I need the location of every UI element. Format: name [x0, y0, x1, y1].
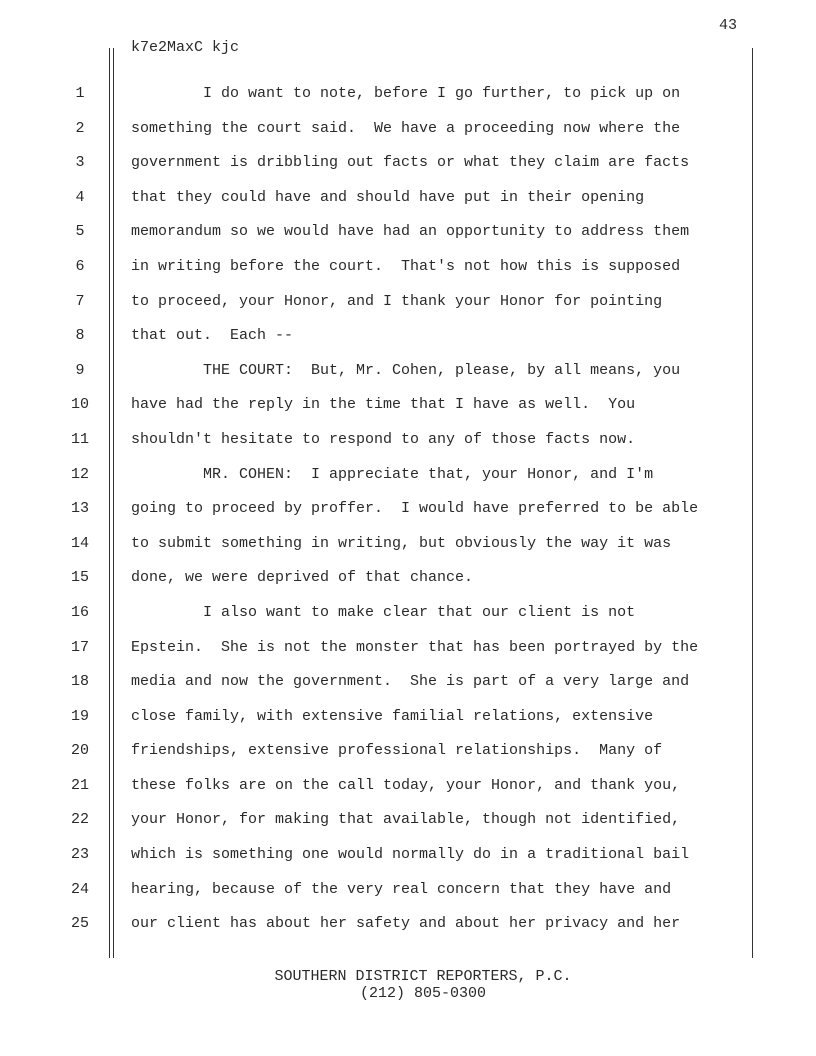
line-number: 7 [75, 292, 85, 310]
line-number: 1 [75, 85, 85, 102]
line-number: 16 [70, 603, 89, 621]
line-number: 23 [70, 846, 89, 864]
transcript-line: MR. COHEN: I appreciate that, your Honor, and I'm [131, 465, 654, 483]
reporter-footer [0, 968, 816, 1002]
line-number: 11 [70, 430, 89, 448]
line-number: 19 [70, 707, 89, 725]
line-number: 5 [75, 223, 85, 241]
line-number: 17 [70, 638, 89, 656]
line-number: 9 [75, 361, 85, 379]
line-number: 18 [70, 673, 89, 691]
transcript-line: which is something one would normally do in a traditional bail [131, 846, 690, 864]
transcript-line: media and now the government. She is part of a very large and [131, 673, 690, 691]
transcript-line: memorandum so we would have had an opportunity to address them [131, 223, 690, 241]
transcript-line: that they could have and should have put in their opening [131, 188, 645, 206]
line-number: 2 [75, 119, 85, 137]
transcript-line: friendships, extensive professional relationships. Many of [131, 742, 663, 760]
line-number: 14 [70, 534, 89, 552]
line-number: 3 [75, 154, 85, 172]
line-number: 22 [70, 811, 89, 829]
transcript-line: these folks are on the call today, your Honor, and thank you, [131, 776, 681, 794]
line-number: 12 [70, 465, 89, 483]
transcript-line: your Honor, for making that available, though not identified, [131, 811, 681, 829]
transcript-line: done, we were deprived of that chance. [131, 569, 474, 587]
transcript-line: Epstein. She is not the monster that has been portrayed by the [131, 638, 699, 656]
transcript-line: hearing, because of the very real concern that they have and [131, 880, 672, 898]
transcript-body [131, 77, 746, 942]
line-number-column [60, 77, 100, 942]
transcript-line: I also want to make clear that our client is not [131, 603, 636, 621]
line-number: 15 [70, 569, 89, 587]
line-number: 24 [70, 880, 89, 898]
reporter-phone: (212) 805-0300 [359, 985, 487, 1002]
transcript-line: something the court said. We have a proceeding now where the [131, 119, 681, 137]
line-number: 8 [75, 327, 85, 345]
transcript-line: our client has about her safety and about her privacy and her [131, 915, 681, 933]
line-number: 6 [75, 257, 85, 275]
left-margin-rule-outer [109, 48, 110, 958]
transcript-line: to submit something in writing, but obviously the way it was [131, 534, 672, 552]
right-margin-rule [752, 48, 753, 958]
reporter-company: SOUTHERN DISTRICT REPORTERS, P.C. [274, 968, 572, 985]
transcript-line: close family, with extensive familial relations, extensive [131, 707, 654, 725]
line-number: 21 [70, 776, 89, 794]
transcript-line: have had the reply in the time that I have as well. You [131, 396, 636, 414]
line-number: 4 [75, 188, 85, 206]
left-margin-rule-inner [113, 48, 114, 958]
transcript-header-code: k7e2MaxC kjc [131, 39, 240, 56]
transcript-line: government is dribbling out facts or what they claim are facts [131, 154, 690, 172]
page-number: 43 [719, 17, 738, 34]
transcript-line: going to proceed by proffer. I would have preferred to be able [131, 500, 699, 518]
transcript-line: shouldn't hesitate to respond to any of those facts now. [131, 430, 636, 448]
transcript-line: I do want to note, before I go further, to pick up on [131, 85, 681, 102]
line-number: 25 [70, 915, 89, 933]
transcript-line: in writing before the court. That's not how this is supposed [131, 257, 681, 275]
transcript-line: to proceed, your Honor, and I thank your Honor for pointing [131, 292, 663, 310]
transcript-line: THE COURT: But, Mr. Cohen, please, by all means, you [131, 361, 681, 379]
line-number: 13 [70, 500, 89, 518]
line-number: 20 [70, 742, 89, 760]
line-number: 10 [70, 396, 89, 414]
transcript-line: that out. Each -- [131, 327, 294, 345]
